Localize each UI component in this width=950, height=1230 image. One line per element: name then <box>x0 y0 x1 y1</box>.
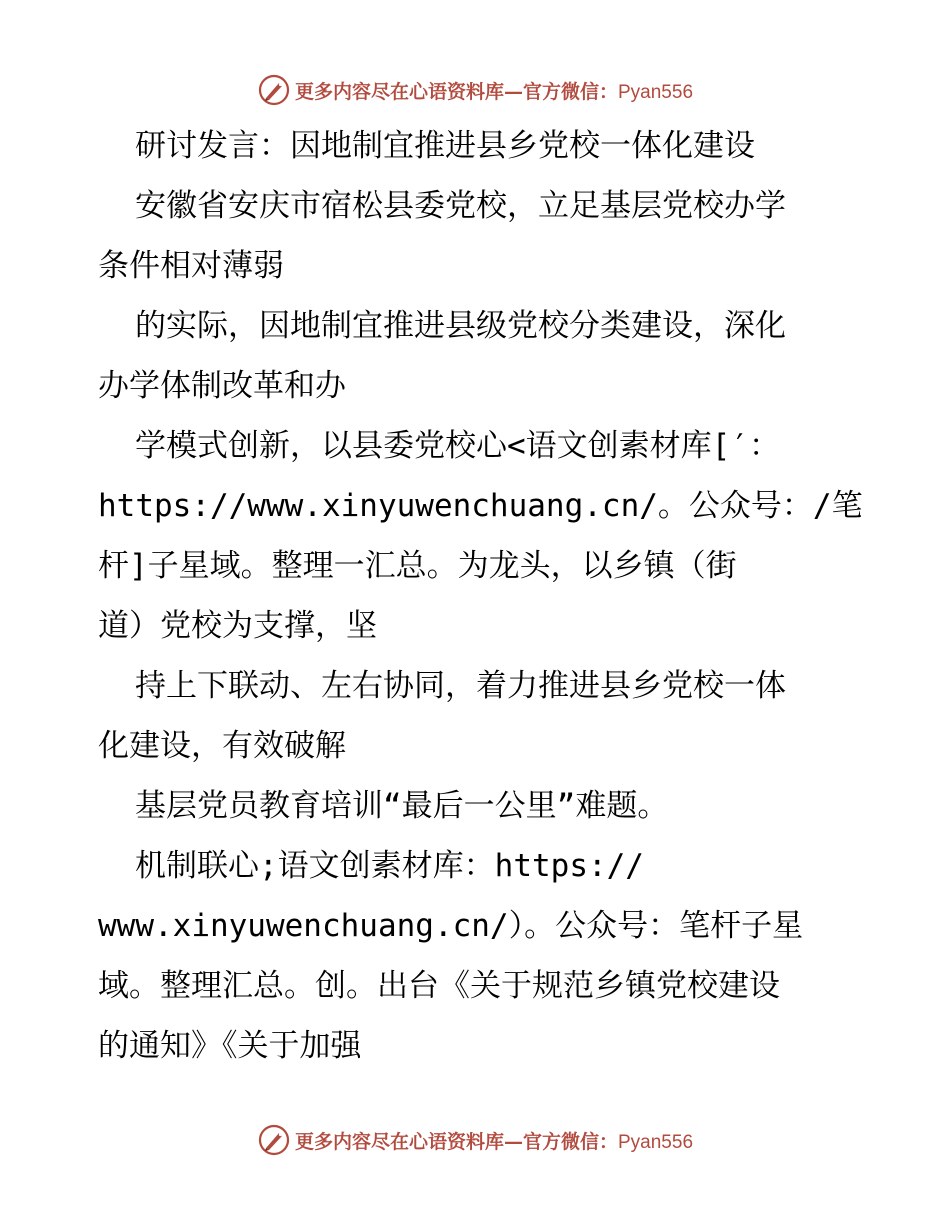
pen-logo-icon <box>257 73 291 107</box>
paragraph-line: 机制联心;语文创素材库：https:// <box>135 848 644 884</box>
paragraph-line: 安徽省安庆市宿松县委党校，立足基层党校办学 <box>135 188 786 224</box>
paragraph-line: 条件相对薄弱 <box>98 248 284 284</box>
paragraph-line: 持上下联动、左右协同，着力推进县乡党校一体 <box>135 668 786 704</box>
paragraph-line: https://www.xinyuwenchuang.cn/。公众号：/笔 <box>98 488 863 524</box>
document-title: 研讨发言：因地制宜推进县乡党校一体化建设 <box>135 128 755 164</box>
paragraph-line: 的通知》《关于加强 <box>98 1028 362 1064</box>
footer-banner-text <box>295 1127 693 1154</box>
paragraph-line: 道）党校为支撑，坚 <box>98 608 377 644</box>
footer-banner <box>0 1120 950 1160</box>
paragraph-line: 学模式创新，以县委党校心<语文创素材库[′： <box>135 428 780 464</box>
paragraph-line: www.xinyuwenchuang.cn/）。公众号：笔杆子星 <box>98 908 804 944</box>
header-banner-text <box>295 77 693 104</box>
paragraph-line: 的实际，因地制宜推进县级党校分类建设，深化 <box>135 308 786 344</box>
header-banner <box>0 70 950 110</box>
document-body <box>98 116 863 1076</box>
header-banner-wechat: Pyan556 <box>618 81 694 103</box>
paragraph-line: 化建设，有效破解 <box>98 728 346 764</box>
paragraph-line: 办学体制改革和办 <box>98 368 346 404</box>
pen-logo-icon <box>257 1123 291 1157</box>
paragraph-line: 基层党员教育培训“最后一公里”难题。 <box>135 788 669 824</box>
paragraph-line: 域。整理汇总。创。出台《关于规范乡镇党校建设 <box>98 968 780 1004</box>
footer-banner-wechat: Pyan556 <box>618 1131 694 1153</box>
paragraph-line: 杆]子星域。整理一汇总。为龙头，以乡镇（街 <box>98 548 737 584</box>
footer-banner-title: 更多内容尽在心语资料库—官方微信： <box>294 1130 618 1153</box>
header-banner-title: 更多内容尽在心语资料库—官方微信： <box>294 80 618 103</box>
